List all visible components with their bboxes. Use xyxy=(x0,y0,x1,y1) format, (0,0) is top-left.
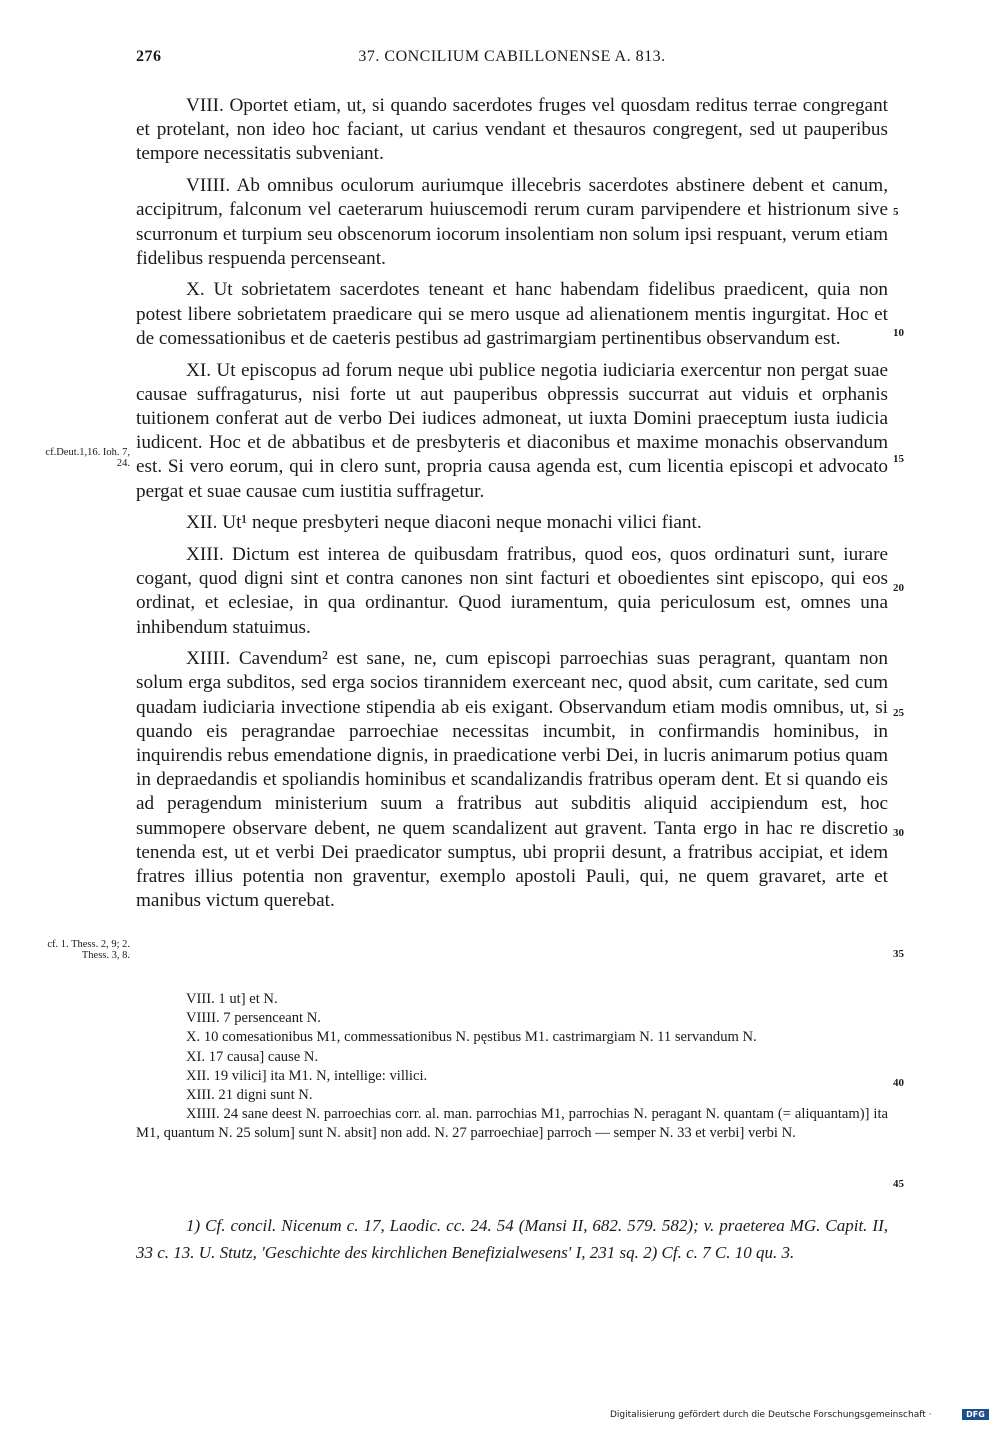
line-number: 40 xyxy=(893,1077,904,1089)
chapter-paragraph: XIII. Dictum est interea de quibusdam fratribus, quod eos, quos ordinaturi sunt, iurare cogant, quod digni sint et contra canones non sint facturi et oboedientes sint episcopo, qui eos ordinat, et eclesiae, in qua ordinantur. Quod iuramentum, quia periculosum est, omnes una inhibendum statuimus. xyxy=(136,543,888,638)
chapter-paragraph: XII. Ut¹ neque presbyteri neque diaconi neque monachi vilici fiant. xyxy=(186,512,702,534)
running-title: 37. CONCILIUM CABILLONENSE A. 813. xyxy=(358,48,666,65)
page-header xyxy=(136,48,888,74)
apparatus-entry: VIIII. 7 persenceant N. xyxy=(186,1010,321,1027)
critical-apparatus xyxy=(136,990,888,1144)
main-text xyxy=(136,94,888,921)
chapter-paragraph: XIIII. Cavendum² est sane, ne, cum episcopi parroechias suas peragrant, quantam non solum erga subditos, sed erga socios tirannidem exerceant nec, quod absit, cum caritate, sed cum quadam iudiciaria invectione stipendia ab eis exigant. Observandum etiam modis omnibus, ut, si quando eis peragrandae parroechiae necessitas incumbit, in confirmandis hominibus, in inquirendis rebus emendatione dignis, in praedicatione verbi Dei, in lucris animarum potius quam in depraedandis et spoliandis hominibus et scandalizandis fratribus operam dent. Et si quando eis ad peragendum ministerium suum a fratribus aut subditis aliquid accipiendum est, hoc summopere observare debent, ne quem scandalizent aut gravent. Tanta ergo in hac re discretio tenenda est, ut et verbi Dei praedicator sumptus, ubi proprii desunt, a fratribus accipiat, et idem fratres illius potentia non graventur, exemplo apostoli Pauli, qui, ne quem gravaret, arte et manibus victum querebat. xyxy=(136,648,888,912)
apparatus-entry: VIII. 1 ut] et N. xyxy=(186,991,278,1007)
line-number: 25 xyxy=(893,707,904,719)
chapter-paragraph: VIII. Oportet etiam, ut, si quando sacerdotes fruges vel quosdam reditus terrae congregant et protelant, non ideo hoc faciant, ut carius vendant et thesauros congregent, sed ut pauperibus tempore necessitatis subveniant. xyxy=(136,95,888,165)
page-number: 276 xyxy=(136,48,162,65)
line-number: 10 xyxy=(893,327,904,339)
line-number: 20 xyxy=(893,582,904,594)
apparatus-entry: X. 10 comesationibus M1, commessationibus N. pęstibus M1. castrimargiam N. 11 servandum N. xyxy=(186,1029,757,1046)
apparatus-entry: XII. 19 vilici] ita M1. N, intellige: villici. xyxy=(186,1067,428,1084)
digitization-credit: Digitalisierung gefördert durch die Deutsche Forschungsgemeinschaft · xyxy=(610,1410,932,1420)
apparatus-entry: XIIII. 24 sane deest N. parroechias corr. al. man. parrochias M1, parrochias N. peragant N. quantam (= aliquantam)] ita M1, quantum N. 25 solum] sunt N. absit] non add. N. 27 parroechiae] parroch — semper N. 33 et verbi] verbi N. xyxy=(136,1106,888,1142)
footnote-text: 1) Cf. concil. Nicenum c. 17, Laodic. cc. 24. 54 (Mansi II, 682. 579. 582); v. praeterea MG. Capit. II, 33 c. 13. U. Stutz, 'Geschichte des kirchlichen Benefizialwesens' I, 231 sq. 2) Cf. c. 7 C. 10 qu. 3. xyxy=(136,1216,888,1262)
line-number: 15 xyxy=(893,453,904,465)
margin-reference: cf.Deut.1,16. Ioh. 7, 24. xyxy=(45,447,130,469)
line-number: 45 xyxy=(893,1178,904,1190)
chapter-paragraph: VIIII. Ab omnibus oculorum auriumque illecebris sacerdotes abstinere debent et canum, accipitrum, falconum vel caeterarum huiuscemodi rerum curam parvipendere et histrionum sive scurronum et turpium seu obscenorum iocorum insolentiam non solum ipsi respuant, verum etiam fidelibus respuenda percenseant. xyxy=(136,175,888,269)
chapter-paragraph: XI. Ut episcopus ad forum neque ubi publice negotia iudiciaria exercentur non pergat suae causae suffragaturus, nisi forte ut aut pauperibus obpressis succurrat aut viduis et orphanis tuitionem conferat aut de verbo Dei iudices admoneat, ut iuxta Domini praeceptum iusta iudicia iudicent. Hoc et de abbatibus et de presbyteris et diaconibus et maxime monachis observandum est. Si vero eorum, qui in clero sunt, propria causa agenda est, cum licentia episcopi et advocato pergat et suae causae cum iustitia suffragetur. xyxy=(136,359,888,502)
line-number: 5 xyxy=(893,206,899,218)
apparatus-entry: XIII. 21 digni sunt N. xyxy=(186,1087,313,1104)
line-number: 30 xyxy=(893,827,904,839)
apparatus-entry: XI. 17 causa] cause N. xyxy=(186,1048,319,1065)
line-number: 35 xyxy=(893,948,904,960)
margin-reference: cf. 1. Thess. 2, 9; 2. Thess. 3, 8. xyxy=(47,939,130,961)
dfg-logo: DFG xyxy=(962,1409,989,1420)
footnotes xyxy=(136,1213,888,1266)
chapter-paragraph: X. Ut sobrietatem sacerdotes teneant et hanc habendam fidelibus praedicent, quia non potest libere sobrietatem praedicare qui se mero usque ad alienationem mentis ingurgitat. Hoc et de comessationibus et de caeteris pestibus ad gastrimargiam pertinentibus observandum est. xyxy=(136,279,888,349)
